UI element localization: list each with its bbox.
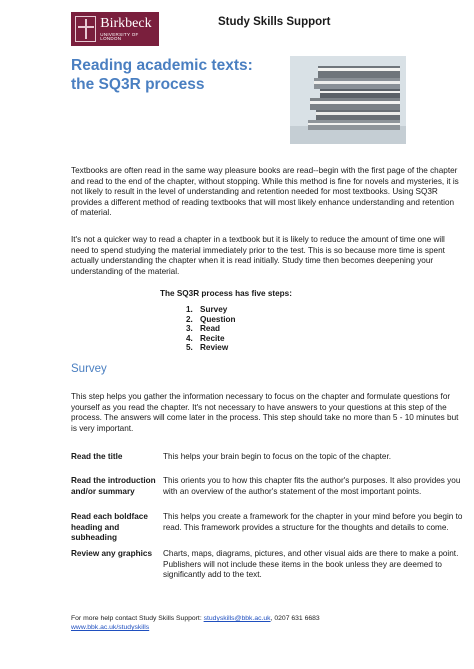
footer-prefix: For more help contact Study Skills Support: bbox=[71, 615, 204, 622]
books-stack-image bbox=[290, 56, 406, 144]
step-number: 3. bbox=[186, 324, 193, 334]
title-line-2: the SQ3R process bbox=[71, 76, 205, 93]
crest-icon bbox=[75, 16, 96, 42]
list-item bbox=[186, 343, 235, 353]
email-link[interactable]: studyskills@bbk.ac.uk bbox=[203, 615, 271, 622]
list-item bbox=[186, 315, 235, 325]
document-title bbox=[71, 56, 253, 94]
row-label: Read each boldface heading and subheading bbox=[71, 512, 148, 543]
row-label: Read the title bbox=[71, 452, 123, 461]
step-number: 1. bbox=[186, 305, 193, 314]
list-item bbox=[186, 324, 235, 334]
row-description: This orients you to how this chapter fits the author's purposes. It also provides you with an overview of the author's statement of the most important points. bbox=[163, 476, 461, 496]
list-item bbox=[186, 334, 235, 344]
step-label: Review bbox=[200, 343, 229, 353]
intro-paragraph-2: It's not a quicker way to read a chapter in a textbook but it is likely to reduce the amount of time one will need to spend studying the material immediately prior to the test. This is so because more time is spent actually understanding the chapter when it is read initially. Study time then becomes deepening your understanding of the material. bbox=[71, 235, 445, 276]
step-label: Recite bbox=[200, 333, 225, 343]
footer-phone: , 0207 631 6683 bbox=[270, 615, 320, 622]
step-number: 4. bbox=[186, 333, 193, 343]
step-label: Survey bbox=[200, 305, 228, 314]
list-item bbox=[186, 305, 235, 315]
footer bbox=[71, 614, 320, 632]
step-label: Question bbox=[200, 314, 236, 324]
row-description: Charts, maps, diagrams, pictures, and other visual aids are there to make a point. Publishers will not include these items in the book unless they are deemed to significantly add to the text. bbox=[163, 549, 459, 580]
website-link[interactable]: www.bbk.ac.uk/studyskills bbox=[71, 624, 150, 631]
step-label: Read bbox=[200, 324, 221, 334]
intro-paragraph-1: Textbooks are often read in the same way pleasure books are read--begin with the first page of the chapter and read to the end of the chapter, without stopping. While this method is fine for novels and mysteries, it is not likely to result in the level of understanding and retention needed for most textbooks. Using SQ3R provides a different method of reading textbooks that will most likely enhance understanding and retention of material. bbox=[71, 166, 459, 218]
birkbeck-logo bbox=[71, 12, 159, 46]
logo-subtitle: UNIVERSITY OF LONDON bbox=[100, 31, 139, 41]
steps-heading: The SQ3R process has five steps: bbox=[160, 289, 292, 298]
row-label: Read the introduction and/or summary bbox=[71, 476, 156, 496]
survey-intro: This step helps you gather the information necessary to focus on the chapter and formulate questions for yourself as you read the chapter. It's not necessary to have answers to your questions at this step of the process. The answers will come later in the process. This step should take no more than 5 - 10 minutes but is very important. bbox=[71, 392, 459, 433]
row-label: Review any graphics bbox=[71, 549, 152, 558]
row-description: This helps you create a framework for the chapter in your mind before you begin to read. This framework provides a structure for the thoughts and details to come. bbox=[163, 512, 463, 532]
title-line-1: Reading academic texts: bbox=[71, 57, 253, 74]
row-description: This helps your brain begin to focus on the topic of the chapter. bbox=[163, 452, 392, 461]
header-title: Study Skills Support bbox=[218, 16, 331, 28]
survey-heading: Survey bbox=[71, 363, 107, 375]
step-number: 5. bbox=[186, 343, 193, 353]
step-number: 2. bbox=[186, 314, 193, 324]
steps-list bbox=[186, 305, 235, 353]
logo-name: Birkbeck bbox=[100, 15, 152, 31]
